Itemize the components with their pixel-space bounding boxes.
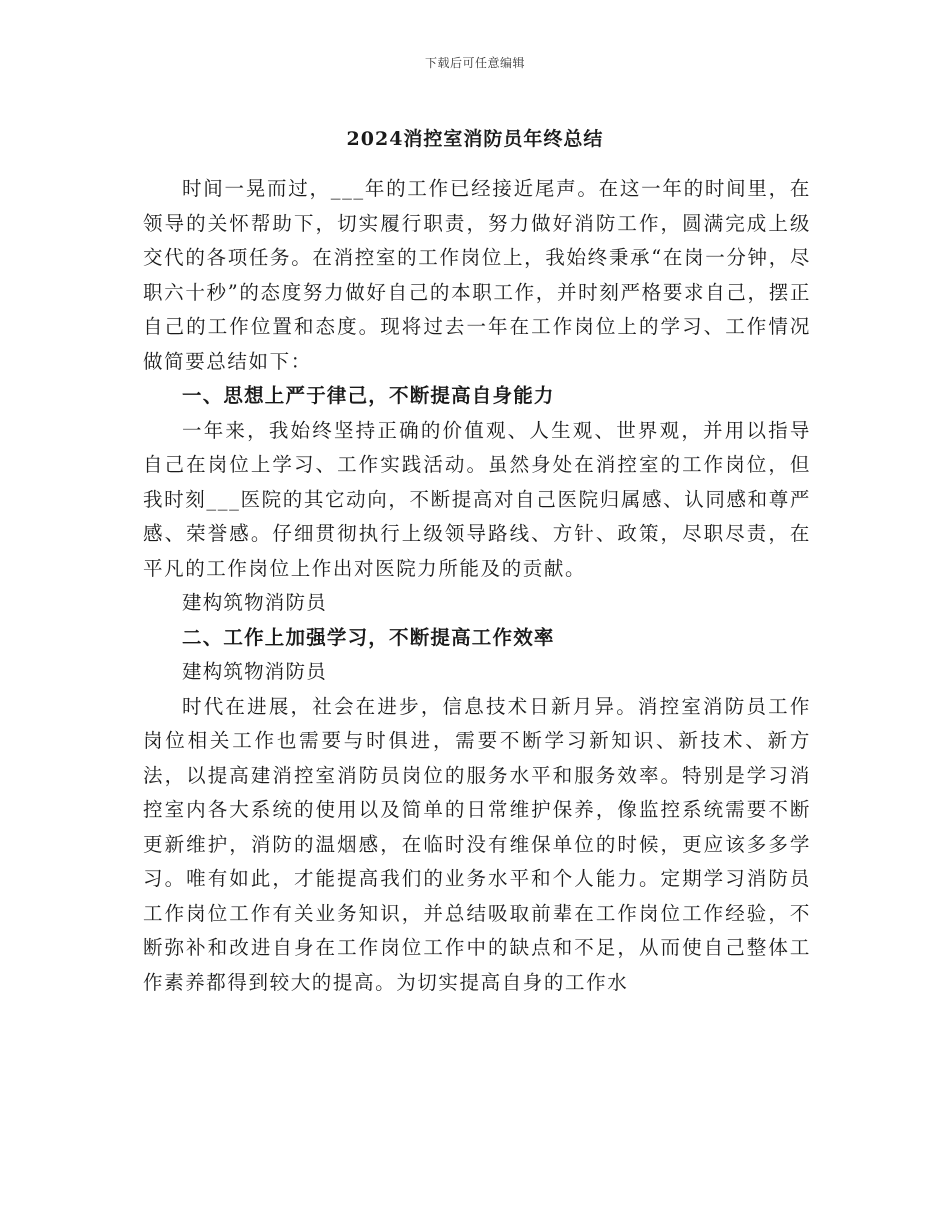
- section-heading-1: 一、思想上严于律己，不断提高自身能力: [182, 384, 555, 407]
- inline-note-2: 建构筑物消防员: [182, 660, 327, 683]
- paragraph-intro: 时间一晃而过，___年的工作已经接近尾声。在这一年的时间里，在领导的关怀帮助下，切实履行职责，努力做好消防工作，圆满完成上级交代的各项任务。在消控室的工作岗位上，我始终秉承“在岗一分钟，尽职六十秒”的态度努力做好自己的本职工作，并时刻严格要求自己，摆正自己的工作位置和态度。现将过去一年在工作岗位上的学习、工作情况做简要总结如下：: [143, 177, 811, 373]
- paragraph-section-1: 一年来，我始终坚持正确的价值观、人生观、世界观，并用以指导自己在岗位上学习、工作实践活动。虽然身处在消控室的工作岗位，但我时刻___医院的其它动向，不断提高对自己医院归属感、认同感和尊严感、荣誉感。仔细贯彻执行上级领导路线、方针、政策，尽职尽责，在平凡的工作岗位上作出对医院力所能及的贡献。: [143, 418, 811, 580]
- header-note: 下载后可任意编辑: [424, 56, 525, 70]
- section-heading-2: 二、工作上加强学习，不断提高工作效率: [182, 625, 555, 649]
- document-body: [143, 172, 811, 1000]
- paragraph-section-2: 时代在进展，社会在进步，信息技术日新月异。消控室消防员工作岗位相关工作也需要与时俱进，需要不断学习新知识、新技术、新方法，以提高建消控室消防员岗位的服务水平和服务效率。特别是学习消控室内各大系统的使用以及简单的日常维护保养，像监控系统需要不断更新维护，消防的温烟感，在临时没有维保单位的时候，更应该多多学习。唯有如此，才能提高我们的业务水平和个人能力。定期学习消防员工作岗位工作有关业务知识，并总结吸取前辈在工作岗位工作经验，不断弥补和改进自身在工作岗位工作中的缺点和不足，从而使自己整体工作素养都得到较大的提高。为切实提高自身的工作水: [143, 694, 811, 994]
- document-title: 2024消控室消防员年终总结: [346, 128, 604, 150]
- inline-note-1: 建构筑物消防员: [182, 591, 327, 614]
